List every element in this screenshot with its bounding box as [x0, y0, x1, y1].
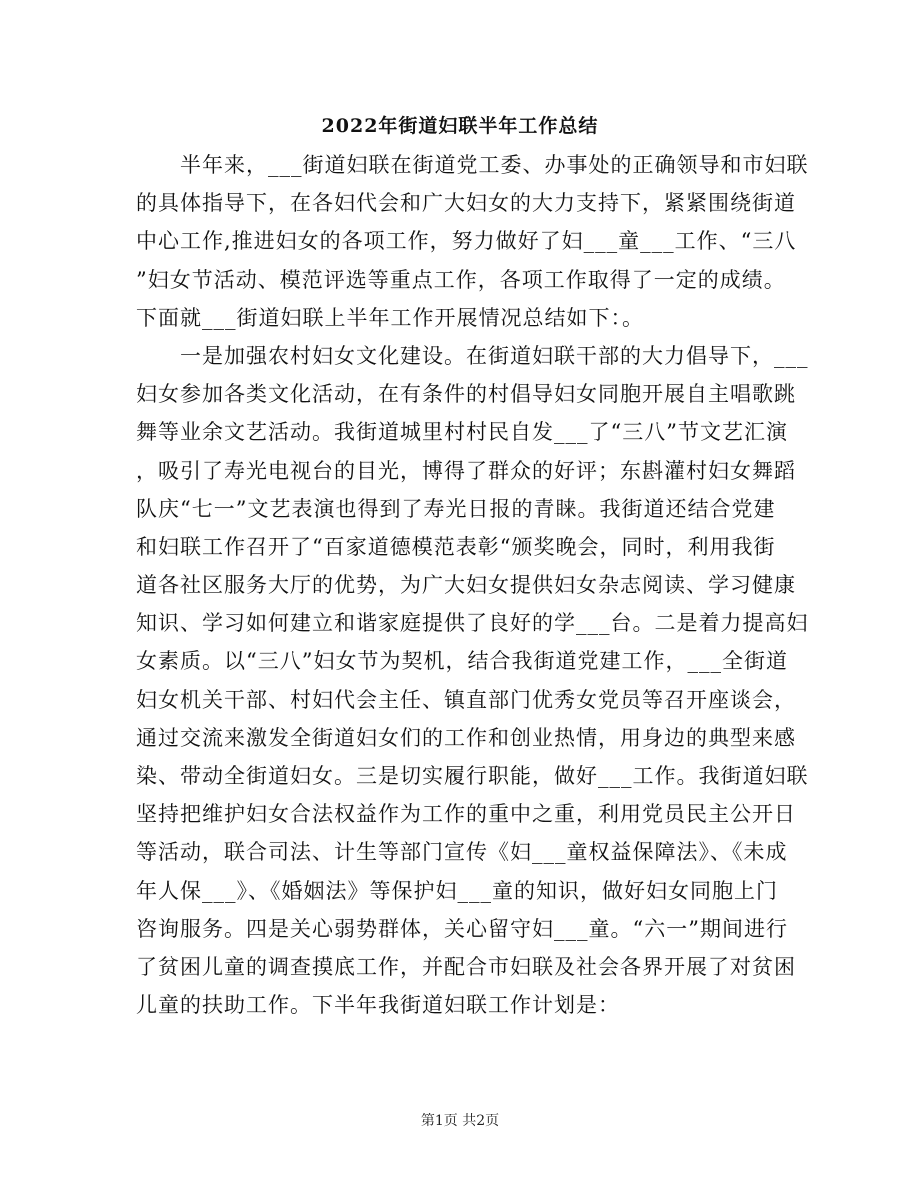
body-line: 年人保___》、《婚姻法》等保护妇___童的知识，做好妇女同胞上门	[136, 878, 778, 903]
page-footer: 第1页 共2页	[420, 1113, 500, 1129]
body-line: 道各社区服务大厅的优势，为广大妇女提供妇女杂志阅读、学习健康	[136, 573, 796, 598]
body-line: 坚持把维护妇女合法权益作为工作的重中之重，利用党员民主公开日	[136, 802, 796, 827]
body-line: 了贫困儿童的调查摸底工作，并配合市妇联及社会各界开展了对贫困	[136, 954, 796, 979]
body-line: 知识、学习如何建立和谐家庭提供了良好的学___台。二是着力提高妇	[136, 611, 809, 636]
body-line: 咨询服务。四是关心弱势群体，关心留守妇___童。“六一”期间进行	[136, 916, 788, 941]
body-line: 一是加强农村妇女文化建设。在街道妇联干部的大力倡导下，___	[136, 343, 809, 368]
body-line: 中心工作,推进妇女的各项工作，努力做好了妇___童___工作、“三八	[136, 229, 797, 254]
body-line: 等活动，联合司法、计生等部门宣传《妇___童权益保障法》、《未成	[136, 840, 788, 865]
body-line: 舞等业余文艺活动。我街道城里村村民自发___了“三八”节文艺汇演	[136, 420, 788, 445]
body-line: 儿童的扶助工作。下半年我街道妇联工作计划是：	[136, 993, 620, 1018]
body-line: 下面就___街道妇联上半年工作开展情况总结如下：。	[136, 305, 644, 330]
body-line: 女素质。以“三八”妇女节为契机，结合我街道党建工作，___全街道	[136, 649, 788, 674]
body-line: 的具体指导下，在各妇代会和广大妇女的大力支持下，紧紧围绕街道	[136, 191, 796, 216]
body-line: 队庆“七一”文艺表演也得到了寿光日报的青睐。我街道还结合党建	[136, 496, 776, 521]
body-line: 妇女参加各类文化活动，在有条件的村倡导妇女同胞开展自主唱歌跳	[136, 382, 796, 407]
body-line: 和妇联工作召开了“百家道德模范表彰“颁奖晚会，同时，利用我街	[136, 534, 776, 559]
body-line: ，吸引了寿光电视台的目光，博得了群众的好评；东斟灌村妇女舞蹈	[136, 458, 796, 483]
body-line: ”妇女节活动、模范评选等重点工作，各项工作取得了一定的成绩。	[136, 267, 786, 292]
body-line: 染、带动全街道妇女。三是切实履行职能，做好___工作。我街道妇联	[136, 764, 809, 788]
body-line: 通过交流来激发全街道妇女们的工作和创业热情，用身边的典型来感	[136, 725, 796, 750]
document-body	[136, 146, 809, 1024]
body-line: 半年来，___街道妇联在街道党工委、办事处的正确领导和市妇联	[136, 153, 809, 177]
document-title: 2022年街道妇联半年工作总结	[321, 115, 599, 137]
body-line: 妇女机关干部、村妇代会主任、镇直部门优秀女党员等召开座谈会，	[136, 687, 796, 712]
